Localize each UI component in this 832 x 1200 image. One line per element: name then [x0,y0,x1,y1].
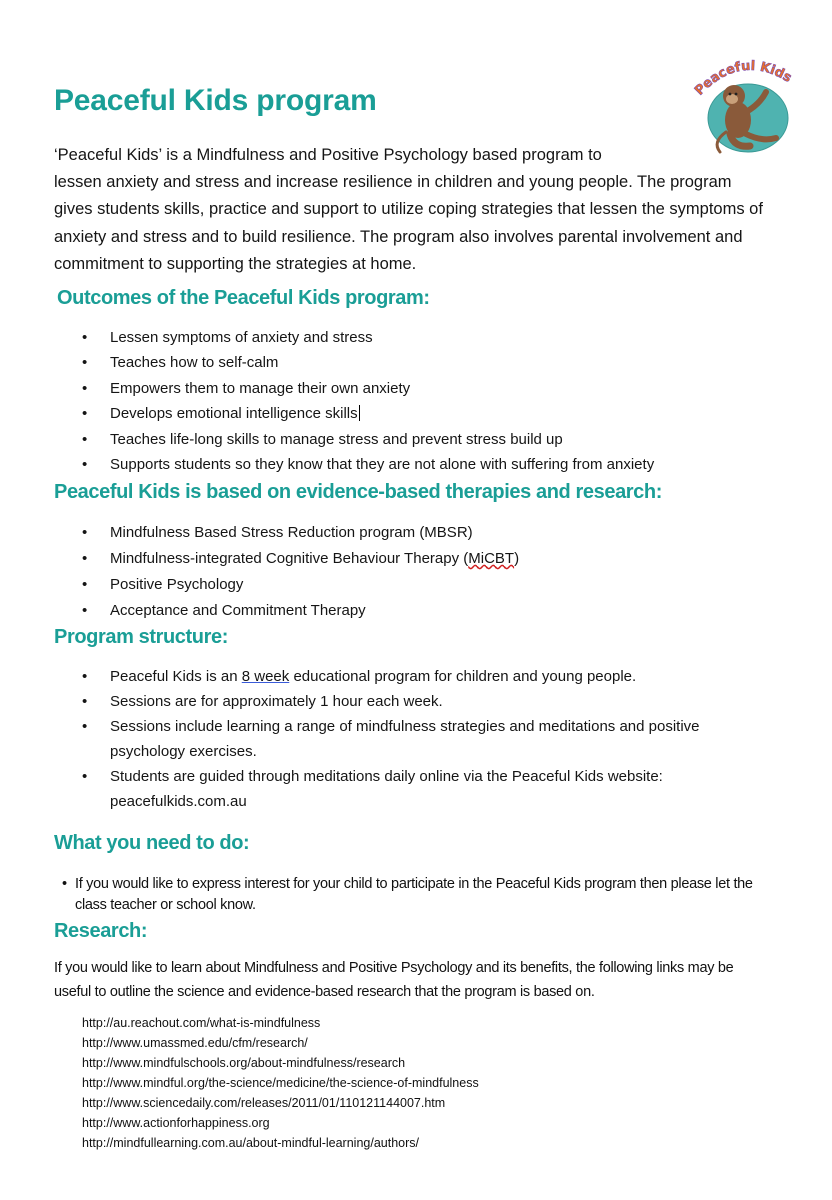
page-title: Peaceful Kids program [54,84,377,117]
list-item-text-end: educational program for children and young people. [289,668,637,685]
research-link[interactable]: http://mindfullearning.com.au/about-mindful-learning/authors/ [82,1136,419,1150]
intro-rest: lessen anxiety and stress and increase resilience in children and young people. The program gives students skills, practice and support to utilize coping strategies that lessen the symptoms of anxiety and stress and to build resilience. The program also involves parental involvement and commitment to supporting the strategies at home. [54,173,763,273]
list-item: • Teaches how to self-calm [80,350,654,375]
list-item: • Mindfulness Based Stress Reduction program (MBSR) [80,520,519,546]
list-item: • Lessen symptoms of anxiety and stress [80,325,654,350]
evidence-heading: Peaceful Kids is based on evidence-based therapies and research: [54,481,662,503]
todo-text: If you would like to express interest for your child to participate in the Peaceful Kids program then please let the class teacher or school know. [75,876,753,913]
grammar-flag-word: 8 week [241,668,290,685]
list-item-text: Peaceful Kids is an [110,668,242,685]
list-item: • Empowers them to manage their own anxiety [80,376,654,401]
list-item: • Acceptance and Commitment Therapy [80,598,519,624]
list-item: • Positive Psychology [80,572,519,598]
research-heading: Research: [54,920,148,942]
list-item [80,401,654,426]
structure-heading: Program structure: [54,626,228,648]
bullet-dot: • [62,876,67,892]
research-link[interactable]: http://www.sciencedaily.com/releases/2011/01/110121144007.htm [82,1096,446,1110]
intro-first-line: ‘Peaceful Kids’ is a Mindfulness and Positive Psychology based program to [54,146,602,164]
research-link[interactable]: http://www.mindful.org/the-science/medicine/the-science-of-mindfulness [82,1076,479,1090]
research-link[interactable]: http://www.actionforhappiness.org [82,1116,270,1130]
list-item: • Sessions are for approximately 1 hour each week. [80,689,760,714]
research-link[interactable]: http://www.umassmed.edu/cfm/research/ [82,1036,308,1050]
list-item-text: Mindfulness-integrated Cognitive Behaviour Therapy ( [110,550,469,567]
text-cursor [359,405,361,421]
list-item-text: Develops emotional intelligence skills [110,405,358,423]
spellcheck-word: MiCBT [468,550,515,567]
list-item-close: ) [514,550,520,567]
intro-paragraph [54,142,774,278]
list-item: • Teaches life-long skills to manage stress and prevent stress build up [80,427,654,452]
outcomes-heading: Outcomes of the Peaceful Kids program: [57,287,430,309]
list-item: • Sessions include learning a range of mindfulness strategies and meditations and positive psychology exercises. [80,714,760,764]
list-item: • Students are guided through meditations daily online via the Peaceful Kids website: peacefulkids.com.au [80,764,760,814]
structure-list [80,664,760,814]
research-link[interactable]: http://au.reachout.com/what-is-mindfulness [82,1016,321,1030]
outcomes-list [80,325,654,477]
todo-item [62,874,762,916]
list-item [80,664,760,689]
list-item: • Supports students so they know that they are not alone with suffering from anxiety [80,452,654,477]
research-links [82,1013,479,1153]
todo-heading: What you need to do: [54,832,250,854]
evidence-list [80,520,519,624]
research-link[interactable]: http://www.mindfulschools.org/about-mindfulness/research [82,1056,406,1070]
peaceful-kids-logo [690,52,808,156]
list-item [80,546,519,572]
logo-text: Peaceful Kids [692,58,795,99]
research-paragraph: If you would like to learn about Mindfulness and Positive Psychology and its benefits, the following links may be useful to outline the science and evidence-based research that the program is based on. [54,960,734,1000]
